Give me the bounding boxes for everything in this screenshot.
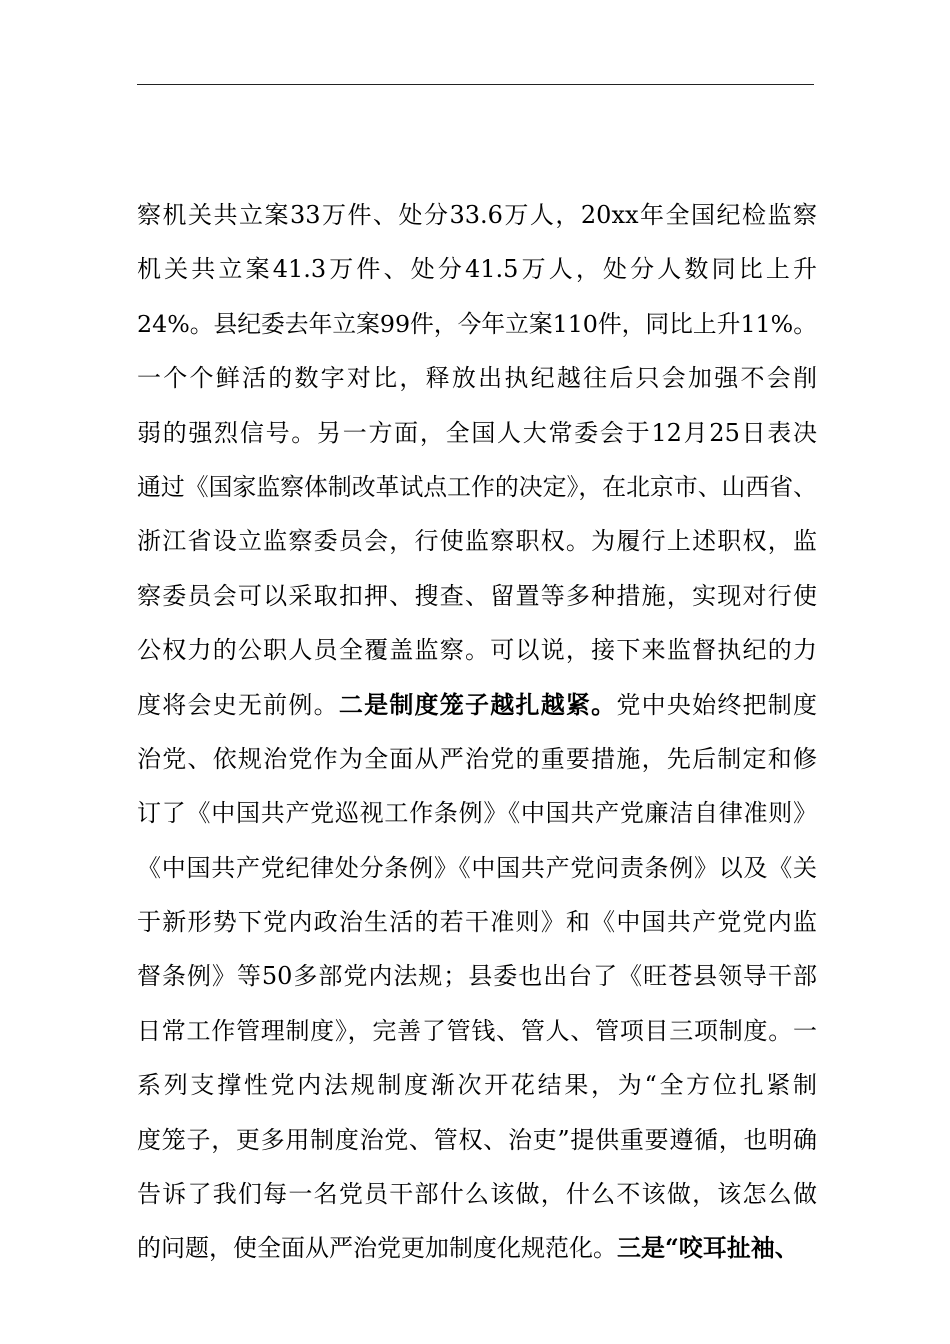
text-segment: 浙江省设立监察委员会，行使监察职权。为履行上述职权，监 [137,527,817,556]
text-segment: 机关共立案41.3万件、处分41.5万人，处分人数同比上升 [137,255,817,284]
text-segment: 系列支撑性党内法规制度渐次开花结果，为“全方位扎紧制 [137,1071,817,1100]
body-paragraph [137,188,817,1276]
text-line [137,297,817,351]
text-line [137,242,817,296]
text-line [137,1113,817,1167]
text-line [137,949,817,1003]
text-segment: 通过《国家监察体制改革试点工作的决定》，在北京市、山西省、 [137,472,817,501]
text-segment: 告诉了我们每一名党员干部什么该做，什么不该做，该怎么做 [137,1180,817,1209]
text-segment: 一个个鲜活的数字对比，释放出执纪越往后只会加强不会削 [137,364,817,393]
header-rule [137,84,814,85]
text-line [137,569,817,623]
text-segment: 督条例》等50多部党内法规；县委也出台了《旺苍县领导干部 [137,962,817,991]
text-segment: 的问题，使全面从严治党更加制度化规范化。 [137,1234,617,1263]
text-segment: 24%。县纪委去年立案99件，今年立案110件，同比上升11%。 [137,309,817,338]
text-segment: 治党、依规治党作为全面从严治党的重要措施，先后制定和修 [137,744,817,773]
text-line [137,460,817,514]
text-line [137,1221,817,1275]
text-segment: 于新形势下党内政治生活的若干准则》和《中国共产党党内监 [137,908,817,937]
text-segment: 日常工作管理制度》，完善了管钱、管人、管项目三项制度。一 [137,1016,817,1045]
text-line [137,732,817,786]
text-segment: 公权力的公职人员全覆盖监察。可以说，接下来监督执纪的力 [137,636,817,665]
text-segment: 弱的强烈信号。另一方面，全国人大常委会于12月25日表决 [137,418,817,447]
text-line [137,188,817,242]
text-line [137,1058,817,1112]
text-line [137,514,817,568]
text-segment: 党中央始终把制度 [616,690,818,719]
text-line [137,1167,817,1221]
text-segment: 察委员会可以采取扣押、搜查、留置等多种措施，实现对行使 [137,581,817,610]
text-segment: 度将会史无前例。 [137,690,339,719]
text-line [137,1004,817,1058]
text-line [137,406,817,460]
text-segment: 《中国共产党纪律处分条例》《中国共产党问责条例》以及《关 [137,853,817,882]
text-line [137,351,817,405]
bold-heading-text: 三是“咬耳扯袖、 [617,1233,799,1263]
text-line [137,623,817,677]
text-line [137,678,817,732]
text-line [137,786,817,840]
text-segment: 察机关共立案33万件、处分33.6万人，20xx年全国纪检监察 [137,201,817,229]
text-line [137,841,817,895]
text-segment: 度笼子，更多用制度治党、管权、治吏”提供重要遵循，也明确 [137,1125,817,1154]
text-segment: 订了《中国共产党巡视工作条例》《中国共产党廉洁自律准则》 [137,799,817,828]
bold-heading-text: 二是制度笼子越扎越紧。 [338,689,617,719]
text-line [137,895,817,949]
